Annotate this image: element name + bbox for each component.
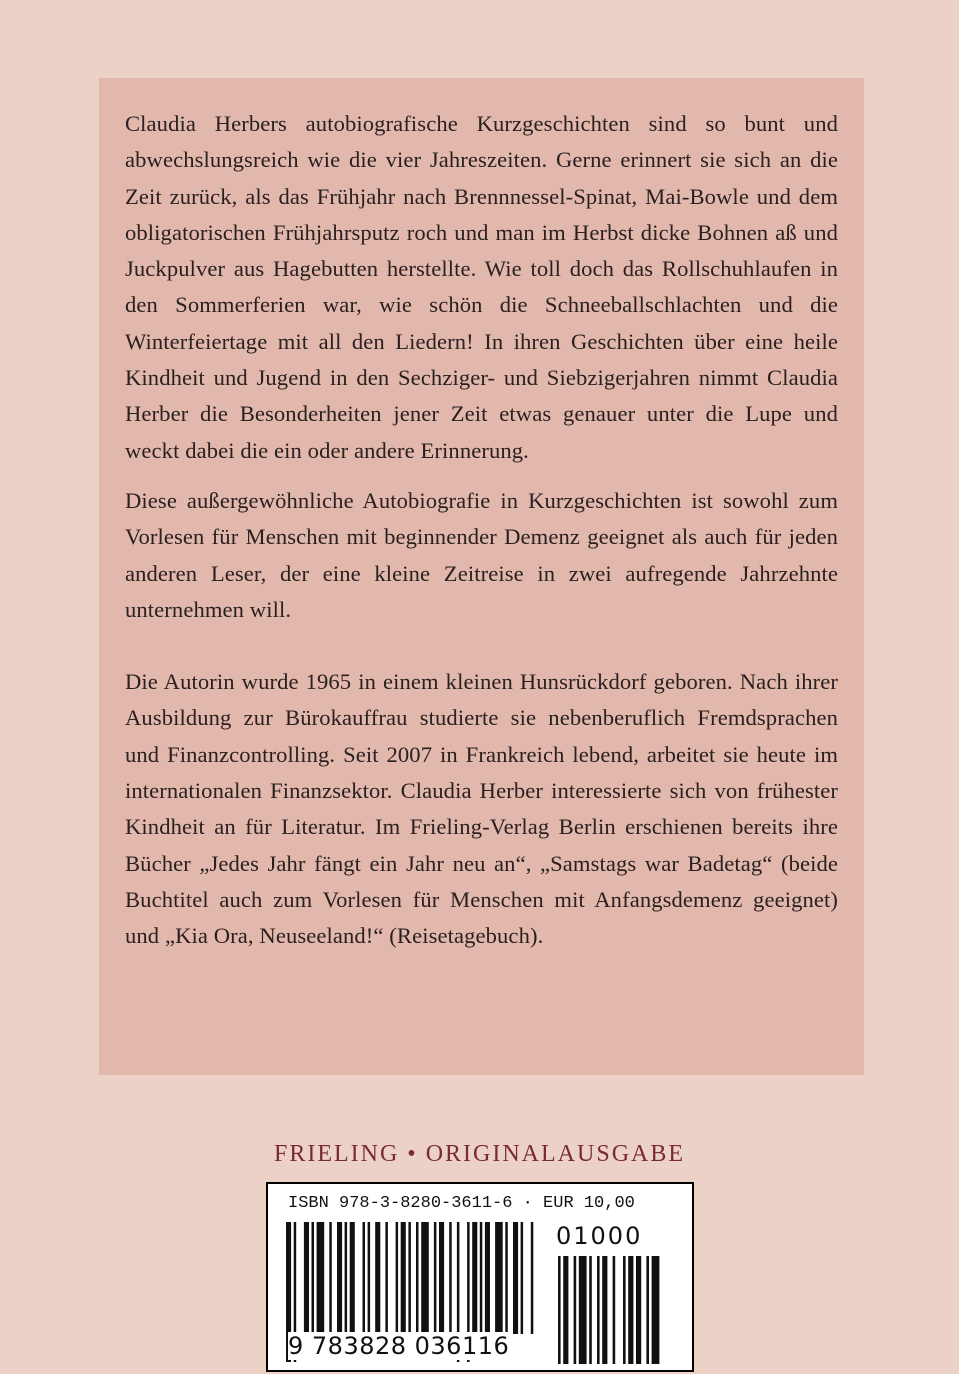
barcode-bar — [449, 1222, 452, 1334]
barcode-addon-digits: 01000 — [556, 1222, 643, 1250]
barcode-bar — [513, 1222, 518, 1334]
barcode-bar — [329, 1222, 332, 1334]
barcode-bar — [345, 1222, 348, 1334]
isbn-price-label: ISBN 978-3-8280-3611-6 · EUR 10,00 — [288, 1194, 635, 1213]
barcode-bar — [521, 1222, 524, 1334]
addon-bar — [652, 1256, 660, 1364]
barcode-bar — [480, 1222, 483, 1334]
paragraph-spacer — [125, 628, 838, 664]
barcode-bar — [368, 1222, 371, 1334]
barcode-bar — [434, 1222, 437, 1334]
barcode-bar — [385, 1222, 388, 1334]
blurb-panel — [99, 78, 864, 1075]
barcode-bar — [317, 1222, 325, 1334]
addon-bar — [579, 1256, 587, 1364]
barcode-bar — [439, 1222, 444, 1334]
barcode-bar — [416, 1222, 419, 1334]
barcode-bar — [495, 1222, 503, 1334]
author-bio: Die Autorin wurde 1965 in einem kleinen Hunsrückdorf geboren. Nach ihrer Ausbildung zur Bürokauffrau studierte sie nebenberuflich Fremdsprachen und Finanzcontrolling. Seit 2007 in Frankreich lebend, arbeitet sie heute im internationalen Finanzsektor. Claudia Herber interessierte sich von frühester Kindheit an für Literatur. Im Frieling-Verlag Berlin erschienen bereits ihre Bücher „Jedes Jahr fängt ein Jahr neu an“, „Samstags war Badetag“ (beide Buchtitel auch zum Vorlesen für Menschen mit Anfangsdemenz geeignet) und „Kia Ora, Neuseeland!“ (Reisetagebuch). — [125, 669, 838, 949]
barcode-bar — [408, 1222, 411, 1334]
barcode-bar — [350, 1222, 355, 1334]
barcode-bar — [375, 1222, 380, 1334]
paragraph-spacer — [125, 469, 838, 483]
addon-bar — [628, 1256, 633, 1364]
barcode-bar — [472, 1222, 477, 1334]
barcode-bar — [304, 1222, 309, 1334]
addon-bar — [597, 1256, 600, 1364]
barcode-bar — [421, 1222, 429, 1334]
barcode-bar — [485, 1222, 490, 1334]
addon-bar — [646, 1256, 649, 1364]
barcode-bar — [396, 1222, 399, 1334]
blurb-paragraph-1: Claudia Herbers autobiografische Kurzgeschichten sind so bunt und abwechslungsreich wie die vier Jahreszeiten. Gerne erinnert sie sich an die Zeit zurück, als das Frühjahr nach Brennnessel-Spinat, Mai-Bowle und dem obligatorischen Frühjahrsputz roch und man im Herbst dicke Bohnen aß und Juckpulver aus Hagebutten herstellte. Wie toll doch das Rollschuhlaufen in den Sommerferien war, wie schön die Schneeballschlachten und die Winterfeiertage mit all den Liedern! In ihren Geschichten über eine heile Kindheit und Jugend in den Sechziger- und Siebzigerjahren nimmt Claudia Herber die Besonderheiten jener Zeit etwas genauer unter die Lupe und weckt dabei die ein oder andere Erinnerung. — [125, 111, 838, 463]
barcode-box — [266, 1182, 694, 1372]
publisher-line: FRIELING • ORIGINALAUSGABE — [273, 1141, 686, 1167]
barcode-bar — [401, 1222, 406, 1334]
addon-bar — [613, 1256, 616, 1364]
addon-bar — [589, 1256, 592, 1364]
addon-bar — [574, 1256, 577, 1364]
barcode-bar — [363, 1222, 366, 1334]
addon-bar — [602, 1256, 607, 1364]
barcode-bar — [337, 1222, 342, 1334]
addon-bar — [558, 1256, 561, 1364]
barcode-bar — [312, 1222, 315, 1334]
addon-bar — [563, 1256, 568, 1364]
addon-bar — [623, 1256, 626, 1364]
blurb-paragraph-2: Diese außergewöhnliche Autobiografie in Kurzgeschichten ist sowohl zum Vorlesen für Menschen mit beginnender Demenz geeignet als auch für jeden anderen Leser, der eine kleine Zeitreise in zwei aufregende Jahrzehnte unternehmen will. — [125, 487, 838, 622]
barcode-bar — [505, 1222, 508, 1334]
barcode-bar — [531, 1222, 534, 1334]
addon-bar — [636, 1256, 641, 1364]
barcode-ean-digits: 9 783828 036116 — [288, 1332, 510, 1360]
